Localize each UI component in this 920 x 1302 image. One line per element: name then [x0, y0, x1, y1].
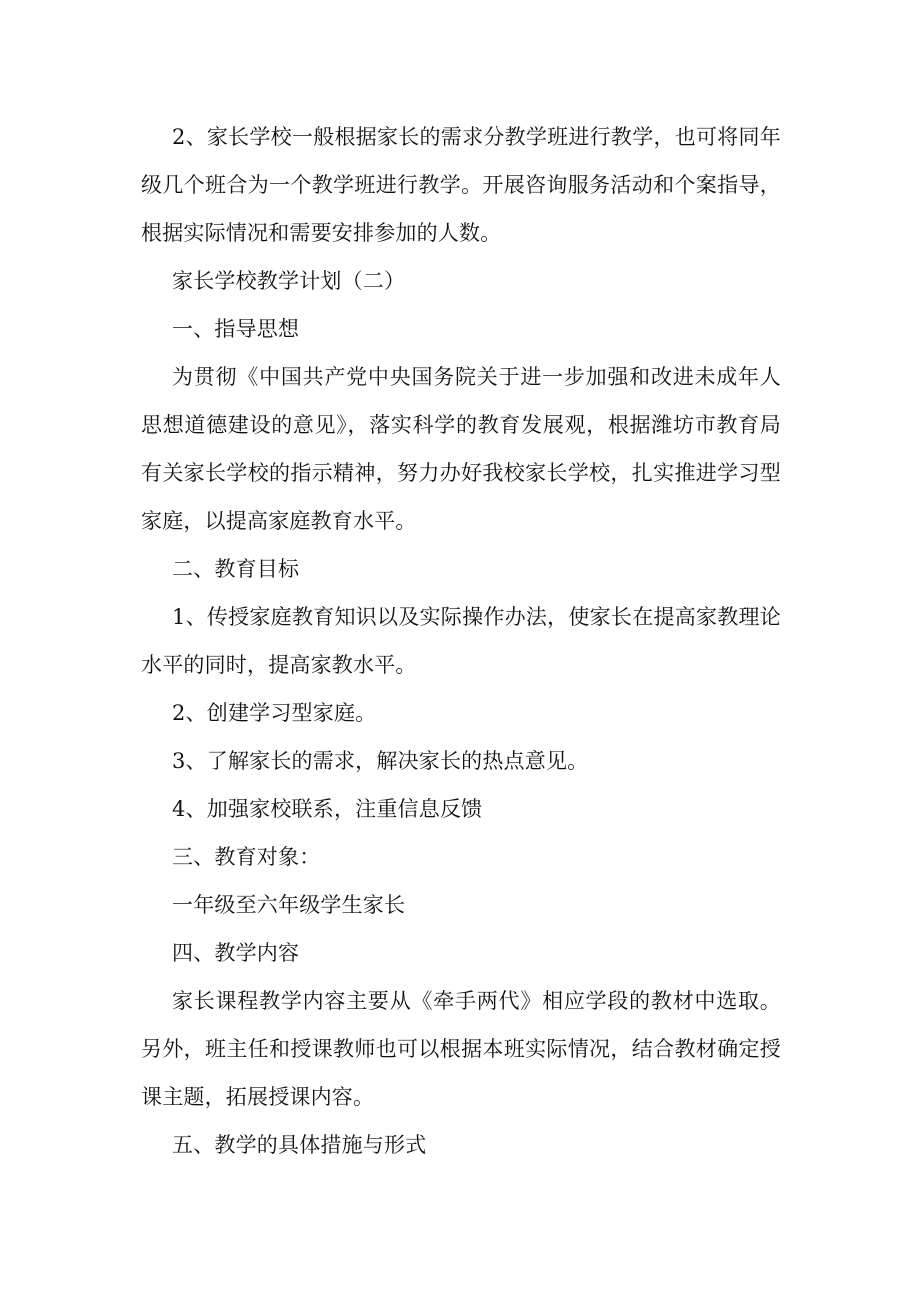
- goal-item-2: 2、创建学习型家庭。: [172, 701, 377, 725]
- heading-teaching-content: 四、教学内容: [172, 941, 300, 965]
- heading-guiding-ideology: 一、指导思想: [172, 317, 300, 341]
- goal-item-3: 3、了解家长的需求，解决家长的热点意见。: [172, 749, 589, 773]
- heading-education-goals: 二、教育目标: [172, 557, 300, 581]
- paragraph-guiding-ideology: 为贯彻《中国共产党中央国务院关于进一步加强和改进未成年人思想道德建设的意见》，落实科学的教育发展观，根据潍坊市教育局有关家长学校的指示精神，努力办好我校家长学校，扎实推进学习型家庭，以提高家庭教育水平。: [141, 365, 781, 533]
- section-title-teaching-plan-two: 家长学校教学计划（二）: [172, 269, 406, 293]
- heading-teaching-measures: 五、教学的具体措施与形式: [172, 1133, 427, 1157]
- heading-education-targets: 三、教育对象：: [172, 845, 321, 869]
- goal-item-1: 1、传授家庭教育知识以及实际操作办法，使家长在提高家教理论水平的同时，提高家教水平。: [141, 605, 781, 677]
- goal-item-4: 4、加强家校联系，注重信息反馈: [172, 797, 483, 821]
- paragraph-teaching-content: 家长课程教学内容主要从《牵手两代》相应学段的教材中选取。另外，班主任和授课教师也可以根据本班实际情况，结合教材确定授课主题，拓展授课内容。: [141, 989, 781, 1109]
- document-body: [141, 113, 781, 1169]
- paragraph-education-targets: 一年级至六年级学生家长: [172, 893, 406, 917]
- paragraph-item-2-class-organization: 2、家长学校一般根据家长的需求分教学班进行教学，也可将同年级几个班合为一个教学班进行教学。开展咨询服务活动和个案指导，根据实际情况和需要安排参加的人数。: [141, 125, 781, 245]
